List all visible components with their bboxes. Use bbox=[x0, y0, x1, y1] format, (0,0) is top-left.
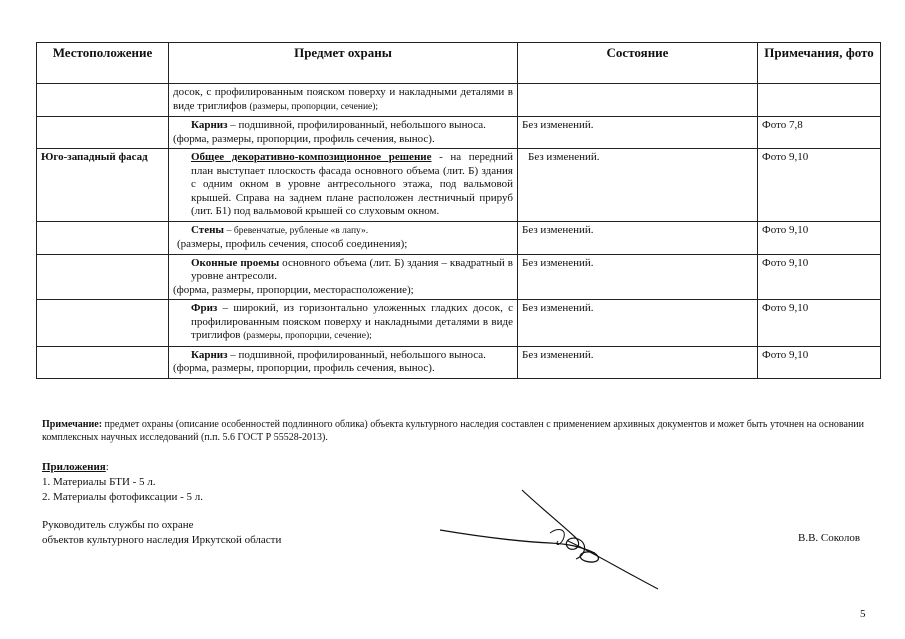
cell-state: Без изменений. bbox=[518, 300, 758, 347]
table-row bbox=[37, 254, 881, 300]
header-location: Местоположение bbox=[37, 43, 169, 84]
appendix-item: 2. Материалы фотофиксации - 5 л. bbox=[42, 491, 204, 503]
cell-state: Без изменений. bbox=[518, 346, 758, 378]
cell-subject bbox=[169, 300, 518, 347]
page-number: 5 bbox=[860, 608, 866, 620]
signature-stroke bbox=[440, 530, 598, 562]
subject-lead: Карниз bbox=[191, 348, 228, 361]
subject-lead: Оконные проемы bbox=[191, 256, 280, 269]
subject-tail: (форма, размеры, пропорции, профиль сечения, вынос). bbox=[173, 132, 435, 145]
subject-tail: (форма, размеры, пропорции, профиль сечения, вынос). bbox=[173, 362, 435, 374]
cell-location: Юго-западный фасад bbox=[37, 149, 169, 222]
table-row bbox=[37, 221, 881, 254]
table-row bbox=[37, 117, 881, 149]
table-footnote bbox=[42, 418, 882, 444]
subject-text: досок, с профилированным пояском поверху и накладными деталями в виде триглифов bbox=[173, 86, 513, 112]
cell-location bbox=[37, 84, 169, 117]
cell-notes bbox=[758, 84, 881, 117]
cell-state: Без изменений. bbox=[518, 254, 758, 300]
cell-notes: Фото 9,10 bbox=[758, 221, 881, 254]
cell-subject bbox=[169, 117, 518, 149]
subject-text: – широкий, из горизонтально уложенных гладких досок, с профилированным пояском поверху и накладными деталями в виде триглифов bbox=[191, 302, 513, 341]
subject-text: – подшивной, профилированный, небольшого выноса. bbox=[230, 348, 486, 361]
state-text: Без изменений. bbox=[528, 151, 600, 163]
footnote-label: Примечание: bbox=[42, 419, 103, 430]
cell-notes: Фото 9,10 bbox=[758, 149, 881, 222]
signatory-role bbox=[42, 518, 281, 548]
subject-text: – подшивной, профилированный, небольшого выноса. bbox=[230, 119, 486, 131]
subject-lead: Карниз bbox=[191, 119, 228, 131]
subject-tail: (размеры, пропорции, сечение); bbox=[249, 101, 379, 112]
protection-table bbox=[36, 42, 881, 379]
handwritten-signature bbox=[430, 485, 670, 595]
subject-tail: (размеры, профиль сечения, способ соединения); bbox=[177, 238, 408, 250]
appendix-block bbox=[42, 460, 203, 505]
table-row bbox=[37, 300, 881, 347]
cell-state: Без изменений. bbox=[518, 117, 758, 149]
cell-state bbox=[518, 149, 758, 222]
cell-state: Без изменений. bbox=[518, 221, 758, 254]
cell-location bbox=[37, 117, 169, 149]
cell-location bbox=[37, 221, 169, 254]
cell-state bbox=[518, 84, 758, 117]
appendix-title: Приложения bbox=[42, 461, 106, 473]
header-subject: Предмет охраны bbox=[169, 43, 518, 84]
appendix-colon: : bbox=[105, 461, 109, 473]
subject-text: – бревенчатые, рубленые «в лапу». bbox=[226, 225, 369, 236]
cell-notes: Фото 7,8 bbox=[758, 117, 881, 149]
subject-lead: Стены bbox=[191, 223, 225, 236]
subject-text: - на передний план выступает плоскость фасада основного объема (лит. Б) здания с одним окном в уровне антресольного этажа, под вальмовой крышей. Справа на заднем плане расположен лестничный прируб (лит. Б1) под вальмовой крышей со слуховым окном. bbox=[191, 151, 514, 217]
cell-location bbox=[37, 346, 169, 378]
cell-subject bbox=[169, 346, 518, 378]
subject-tail: (форма, размеры, пропорции, месторасположение); bbox=[173, 283, 414, 296]
table-row bbox=[37, 84, 881, 117]
signature-stroke bbox=[522, 490, 585, 559]
table-header-row bbox=[37, 43, 881, 84]
table-row bbox=[37, 149, 881, 222]
header-state: Состояние bbox=[518, 43, 758, 84]
footnote-text: предмет охраны (описание особенностей подлинного облика) объекта культурного наследия составлен с применением архивных документов и может быть уточнен на основании комплексных научных исследований (п.п. 5.6 ГОСТ Р 55528-2013). bbox=[42, 419, 865, 443]
signature-stroke bbox=[550, 530, 564, 545]
cell-subject bbox=[169, 84, 518, 117]
signatory-role-line: Руководитель службы по охране bbox=[42, 519, 194, 531]
signatory-role-line: объектов культурного наследия Иркутской области bbox=[42, 534, 282, 546]
cell-notes: Фото 9,10 bbox=[758, 254, 881, 300]
subject-tail: (размеры, пропорции, сечение); bbox=[243, 331, 372, 341]
cell-subject bbox=[169, 149, 518, 222]
cell-notes: Фото 9,10 bbox=[758, 300, 881, 347]
table-row bbox=[37, 346, 881, 378]
header-notes: Примечания, фото bbox=[758, 43, 881, 84]
subject-lead: Фриз bbox=[191, 302, 218, 314]
appendix-item: 1. Материалы БТИ - 5 л. bbox=[42, 476, 156, 488]
cell-subject bbox=[169, 221, 518, 254]
cell-location bbox=[37, 300, 169, 347]
signatory-name: В.В. Соколов bbox=[798, 532, 861, 544]
cell-subject bbox=[169, 254, 518, 300]
cell-notes: Фото 9,10 bbox=[758, 346, 881, 378]
subject-text: основного объема (лит. Б) здания – квадратный в уровне антресоли. bbox=[191, 256, 513, 282]
signature-stroke bbox=[568, 541, 658, 589]
subject-lead: Общее декоративно-композиционное решение bbox=[191, 151, 432, 163]
cell-location bbox=[37, 254, 169, 300]
